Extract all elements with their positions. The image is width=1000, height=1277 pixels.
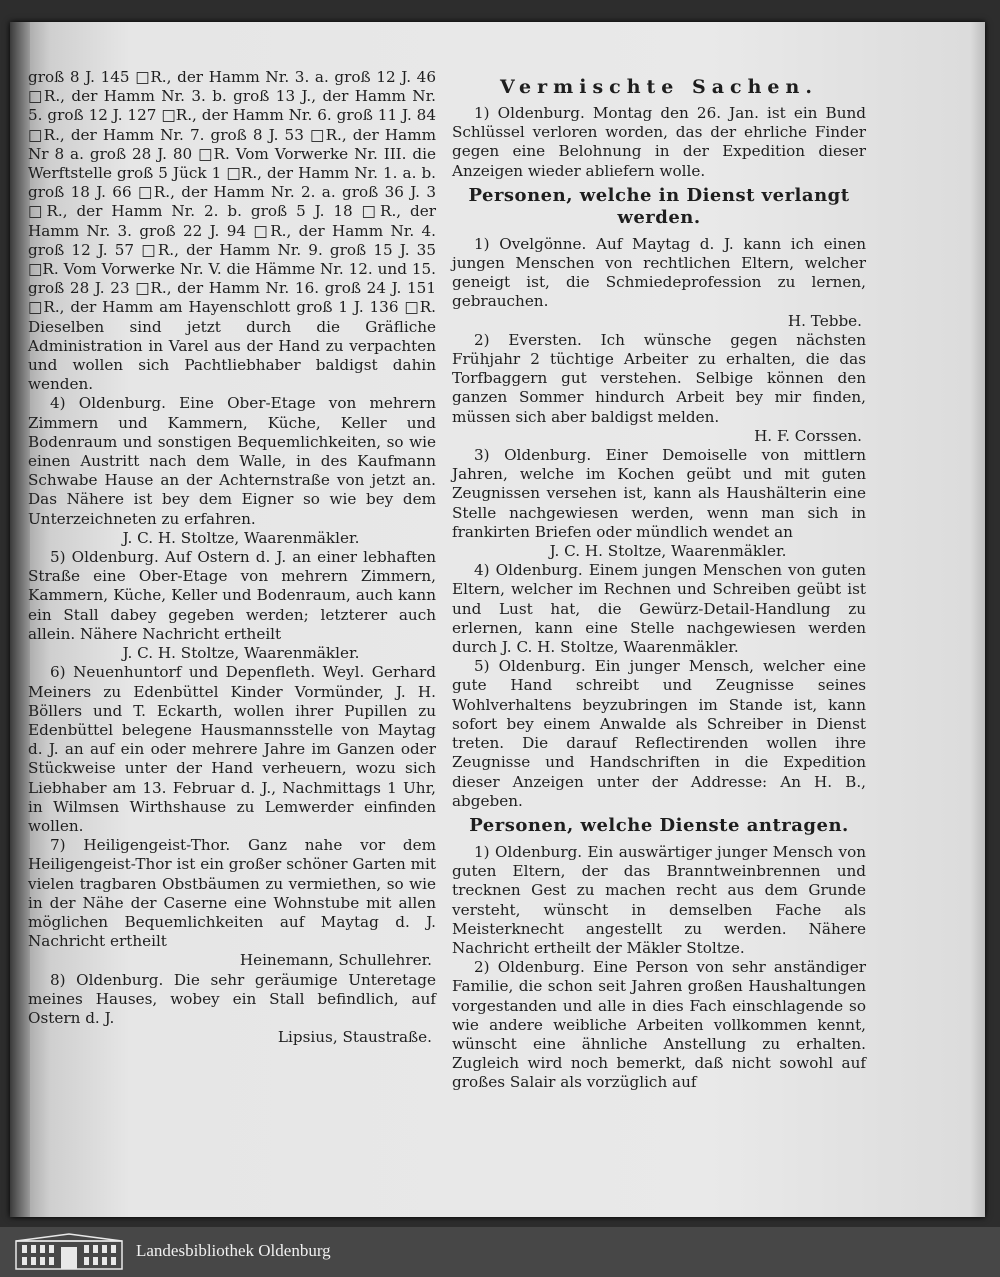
- library-building-icon: [14, 1233, 124, 1271]
- paragraph-offering-1: 1) Oldenburg. Ein auswärtiger junger Mensch von guten Eltern, der das Branntweinbrennen und trecknen Gest zu machen recht aus dem Grunde versteht, wünscht in demselben Fache als Meisterknecht angestellt zu werden. Nähere Nachricht ertheilt der Mäkler Stoltze.: [452, 842, 866, 957]
- paragraph-wanted-1: 1) Ovelgönne. Auf Maytag d. J. kann ich einen jungen Menschen von rechtlichen Eltern, welcher geneigt ist, die Schmiedeprofession zu lernen, gebrauchen.: [452, 234, 866, 311]
- paragraph-misc-1: 1) Oldenburg. Montag den 26. Jan. ist ein Bund Schlüssel verloren worden, das der ehrliche Finder gegen eine Belohnung in der Expedition dieser Anzeigen wieder abliefern wolle.: [452, 104, 866, 180]
- signature-ad-4: J. C. H. Stoltze, Waarenmäkler.: [122, 528, 360, 547]
- signature-ad-8: Lipsius, Staustraße.: [277, 1028, 432, 1047]
- signature-wanted-3: J. C. H. Stoltze, Waarenmäkler.: [549, 542, 787, 561]
- paragraph-ad-5: 5) Oldenburg. Auf Ostern d. J. an einer lebhaften Straße eine Ober-Etage von mehrern Zimmern, Kammern, Küche, Keller und Bodenraum, auch kann ein Stall dabey gegeben werden; letzterer auch allein. Nähere Nachricht ertheilt: [28, 548, 436, 643]
- heading-misc: Vermischte Sachen.: [500, 76, 818, 98]
- paragraph-wanted-4: 4) Oldenburg. Einem jungen Menschen von guten Eltern, welcher im Rechnen und Schreiben geübt ist und Lust hat, die Gewürz-Detail-Handlung zu erlernen, kann eine Stelle nachgewiesen werden durch J. C. H. Stoltze, Waarenmäkler.: [452, 561, 866, 657]
- page-gutter: [10, 22, 30, 1217]
- footer-bar: [0, 1227, 1000, 1277]
- signature-wanted-2: H. F. Corssen.: [754, 426, 862, 445]
- paragraph-wanted-3: 3) Oldenburg. Einer Demoiselle von mittlern Jahren, welche im Kochen geübt und mit guten Zeugnissen versehen ist, kann als Haushälterin eine Stelle nachgewiesen werden, wenn man sich in frankirten Briefen oder mündlich wendet an: [452, 446, 866, 541]
- signature-ad-7: Heinemann, Schullehrer.: [239, 951, 432, 970]
- signature-wanted-1: H. Tebbe.: [787, 311, 862, 330]
- paragraph-property-list: groß 8 J. 145 □R., der Hamm Nr. 3. a. groß 12 J. 46 □R., der Hamm Nr. 3. b. groß 13 J., der Hamm Nr. 5. groß 12 J. 127 □R., der Hamm Nr. 6. groß 11 J. 84 □R., der Hamm Nr. 7. groß 8 J. 53 □R., der Hamm Nr 8 a. groß 28 J. 80 □R. Vom Vorwerke Nr. III. die Werftstelle groß 5 Jück 1 □R., der Hamm Nr. 1. a. b. groß 18 J. 66 □R., der Hamm Nr. 2. a. groß 36 J. 3 □R., der Hamm Nr. 2. b. groß 5 J. 18 □R., der Hamm Nr. 3. groß 22 J. 94 □R., der Hamm Nr. 4. groß 12 J. 57 □R., der Hamm Nr. 9. groß 15 J. 35 □R. Vom Vorwerke Nr. V. die Hämme Nr. 12. und 15. groß 28 J. 23 □R., der Hamm Nr. 16. groß 24 J. 151 □R., der Hamm am Hayenschlott groß 1 J. 136 □R. Dieselben sind jetzt durch die Gräfliche Administration in Varel aus der Hand zu verpachten und wollen sich Pachtliebhaber baldigst dahin wenden.: [28, 68, 436, 394]
- paragraph-wanted-5: 5) Oldenburg. Ein junger Mensch, welcher eine gute Hand schreibt und Zeugnisse seines Wohlverhaltens beyzubringen im Stande ist, kann sofort bey einem Anwalde als Schreiber in Dienst treten. Die darauf Reflectirenden wollen ihre Zeugnisse und Handschriften in die Expedition dieser Anzeigen unter der Addresse: An H. B., abgeben.: [452, 657, 866, 810]
- paragraph-ad-7: 7) Heiligengeist-Thor. Ganz nahe vor dem Heiligengeist-Thor ist ein großer schöner Garten mit vielen tragbaren Obstbäumen zu vermiethen, so wie in der Nähe der Caserne eine Wohnstube mit allen möglichen Bequemlichkeiten auf Maytag d. J. Nachricht ertheilt: [28, 836, 436, 951]
- heading-offering: Personen, welche Dienste antragen.: [469, 814, 849, 836]
- paragraph-ad-6: 6) Neuenhuntorf und Depenfleth. Weyl. Gerhard Meiners zu Edenbüttel Kinder Vormünder, J. H. Böllers und T. Eckarth, wollen ihrer Pupillen zu Edenbüttel belegene Hausmannsstelle von Maytag d. J. an auf ein oder mehrere Jahre im Ganzen oder Stückweise unter der Hand verheuern, wozu sich Liebhaber am 13. Februar d. J., Nachmittags 1 Uhr, in Wilmsen Wirthshause zu Lemwerder einfinden wollen.: [28, 663, 436, 835]
- signature-ad-5: J. C. H. Stoltze, Waarenmäkler.: [122, 644, 360, 663]
- right-column: [452, 72, 866, 1093]
- paragraph-ad-4: 4) Oldenburg. Eine Ober-Etage von mehrern Zimmern und Kammern, Küche, Keller und Bodenraum und sonstigen Bequemlichkeiten, so wie einen Austritt nach dem Walle, in des Kaufmann Schwabe Hause an der Achternstraße von jetzt an. Das Nähere ist bey dem Eigner so wie bey dem Unterzeichneten zu erfahren.: [28, 394, 436, 528]
- left-column: [28, 68, 436, 1047]
- heading-wanted: Personen, welche in Dienst verlangt werden.: [468, 184, 850, 228]
- paragraph-offering-2: 2) Oldenburg. Eine Person von sehr anständiger Familie, die schon seit Jahren großen Haushaltungen vorgestanden und alle in dies Fach einschlagende so wie andere weibliche Arbeiten vollkommen kennt, wünscht eine ähnliche Anstellung zu erhalten. Zugleich wird noch bemerkt, daß nicht sowohl auf großes Salair als vorzüglich auf: [452, 958, 866, 1092]
- paragraph-ad-8: 8) Oldenburg. Die sehr geräumige Unteretage meines Hauses, wobey ein Stall befindlich, auf Ostern d. J.: [28, 970, 436, 1027]
- paragraph-wanted-2: 2) Eversten. Ich wünsche gegen nächsten Frühjahr 2 tüchtige Arbeiter zu erhalten, die das Torfbaggern gut verstehen. Selbige können den ganzen Sommer hindurch Arbeit bey mir finden, müssen sich aber baldigst melden.: [452, 330, 866, 426]
- library-name-label: Landesbibliothek Oldenburg: [136, 1241, 331, 1260]
